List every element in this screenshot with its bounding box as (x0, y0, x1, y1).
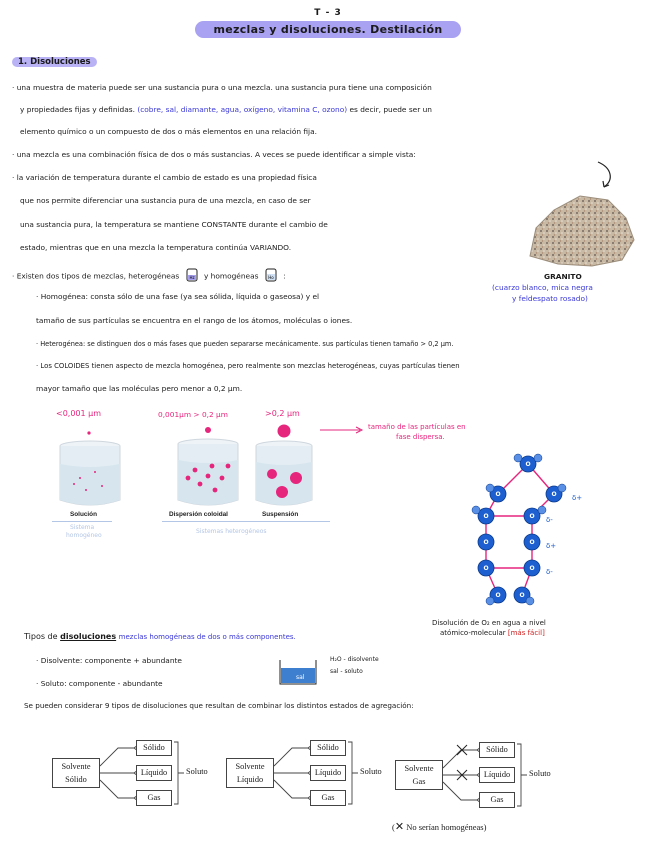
topic-number: T - 3 (314, 8, 342, 18)
solvent-box-line: Sólido (65, 775, 87, 784)
solute-box: Sólido (136, 740, 172, 756)
combinations-intro: Se pueden considerar 9 tipos de disoluciones que resultan de combinar los distintos estados de agregación: (24, 701, 414, 710)
svg-text:δ-: δ- (546, 568, 553, 576)
paragraph-line: que nos permite diferenciar una sustancia pura de una mezcla, en caso de ser (20, 196, 311, 205)
divider (162, 521, 330, 522)
label-suspension: Suspensión (262, 511, 299, 518)
label-solution: Solución (70, 511, 97, 518)
paragraph-line: · Existen dos tipos de mezclas, heterogéneas Hz y homogéneas Ho : (12, 267, 286, 286)
molecule-caption-cont: atómico-molecular [más fácil] (440, 629, 545, 637)
page-title: mezclas y disoluciones. Destilación (195, 21, 460, 38)
granite-description: y feldespato rosado) (512, 294, 588, 303)
bullet-colloids-cont: mayor tamaño que las moléculas pero menor a 0,2 µm. (36, 384, 243, 393)
svg-text:O: O (483, 565, 489, 572)
svg-text:δ-: δ- (546, 516, 553, 524)
svg-text:O: O (525, 461, 531, 468)
solute-box: Gas (136, 790, 172, 806)
bullet-homogeneous: · Homogénea: consta sólo de una fase (ya sea sólida, líquida o gaseosa) y el (36, 292, 320, 301)
cross-icon: ✕ (394, 821, 405, 833)
solvent-box-line: Gas (412, 777, 426, 786)
solute-box: Sólido (479, 742, 515, 758)
solute-result-label: Soluto (360, 767, 382, 776)
svg-text:O: O (495, 592, 501, 599)
system-label-homogeneous: Sistema (70, 524, 95, 531)
system-label-heterogeneous: Sistemas heterogéneos (196, 528, 267, 535)
solute-box: Líquido (136, 765, 172, 781)
solute-result-label: Soluto (186, 767, 208, 776)
molecule-diagram (450, 450, 630, 618)
paragraph-line: elemento químico o un compuesto de dos o más elementos en una relación fija. (20, 127, 317, 136)
svg-text:O: O (483, 539, 489, 546)
granite-description: (cuarzo blanco, mica negra (492, 283, 593, 292)
solution-beaker-icon (276, 656, 320, 688)
beakers-illustration (50, 420, 330, 512)
diagram-note: (✕ No serían homogéneas) (392, 821, 487, 833)
solute-box: Líquido (310, 765, 346, 781)
solvent-definition: · Disolvente: componente + abundante (36, 656, 182, 665)
arrow-icon (590, 160, 620, 190)
paragraph-line: estado, mientras que en una mezcla la temperatura continúa VARIANDO. (20, 243, 292, 252)
heterogeneous-icon (185, 267, 199, 286)
particle-size-note: tamaño de las partículas en (368, 423, 466, 431)
divider (52, 521, 112, 522)
solute-note: sal - soluto (330, 668, 363, 675)
paragraph-line: y propiedades fijas y definidas. (cobre, sal, diamante, agua, oxígeno, vitamina C, ozono) es decir, puede ser un (20, 105, 432, 114)
bullet-homogeneous-cont: tamaño de sus partículas se encuentra en el rango de los átomos, moléculas o iones. (36, 316, 353, 325)
bullet-heterogeneous: · Heterogénea: se distinguen dos o más fases que pueden separarse mecánicamente. sus partículas tienen tamaño > 0,2 µm. (36, 340, 454, 348)
svg-text:O: O (483, 513, 489, 520)
paragraph-line: · una muestra de materia puede ser una sustancia pura o una mezcla. una sustancia pura tiene una composición (12, 83, 432, 92)
solute-box: Sólido (310, 740, 346, 756)
solvent-box-line: Solvente (235, 762, 265, 771)
particle-size-note-cont: fase dispersa. (396, 433, 445, 441)
svg-text:Ho: Ho (268, 275, 274, 280)
solvent-note: H₂O - disolvente (330, 656, 379, 663)
solvent-box-line: Solvente (61, 762, 91, 771)
bullet-colloids: · Los COLOIDES tienen aspecto de mezcla homogénea, pero realmente son mezclas heterogéneas, cuyas partículas tienen (36, 362, 460, 370)
paragraph-line: una sustancia pura, la temperatura se mantiene CONSTANTE durante el cambio de (20, 220, 328, 229)
granite-image (522, 188, 640, 270)
solvent-box-line: Solvente (404, 764, 434, 773)
diagram-3 (395, 740, 565, 812)
solute-box: Líquido (479, 767, 515, 783)
svg-text:O: O (529, 565, 535, 572)
solutions-types-heading: Tipos de disoluciones mezclas homogéneas de dos o más componentes. (24, 632, 296, 641)
page-header (0, 8, 656, 38)
svg-text:Hz: Hz (189, 275, 195, 280)
svg-text:O: O (529, 513, 535, 520)
svg-text:δ+: δ+ (572, 494, 583, 502)
molecule-caption: Disolución de O₂ en agua a nivel (432, 619, 546, 627)
size-label-solution: <0,001 µm (56, 409, 102, 418)
svg-text:O: O (551, 491, 557, 498)
examples-list: (cobre, sal, diamante, agua, oxígeno, vitamina C, ozono) (137, 105, 348, 114)
molecule-caption-note: [más fácil] (507, 629, 545, 637)
svg-text:O: O (519, 592, 525, 599)
diagram-1 (52, 738, 222, 810)
size-label-colloid: 0,001µm > 0,2 µm (158, 410, 228, 419)
solute-box: Gas (479, 792, 515, 808)
diagram-2 (226, 738, 396, 810)
paragraph-line: · una mezcla es una combinación física de dos o más sustancias. A veces se puede identificar a simple vista: (12, 150, 416, 159)
solvent-box-line: Líquido (236, 775, 264, 784)
label-colloid: Dispersión coloidal (169, 511, 228, 518)
arrow-icon (318, 425, 366, 435)
solute-box: Gas (310, 790, 346, 806)
svg-text:O: O (529, 539, 535, 546)
svg-text:δ+: δ+ (546, 542, 557, 550)
homogeneous-icon (264, 267, 278, 286)
solute-result-label: Soluto (529, 769, 551, 778)
size-label-suspension: >0,2 µm (265, 409, 300, 418)
svg-text:O: O (495, 491, 501, 498)
paragraph-line: · la variación de temperatura durante el cambio de estado es una propiedad física (12, 173, 317, 182)
svg-text:sal: sal (296, 674, 305, 681)
system-label-homogeneous-cont: homogéneo (66, 532, 102, 539)
section-heading: 1. Disoluciones (12, 57, 97, 67)
granite-name: GRANITO (544, 272, 582, 281)
solute-definition: · Soluto: componente - abundante (36, 679, 163, 688)
